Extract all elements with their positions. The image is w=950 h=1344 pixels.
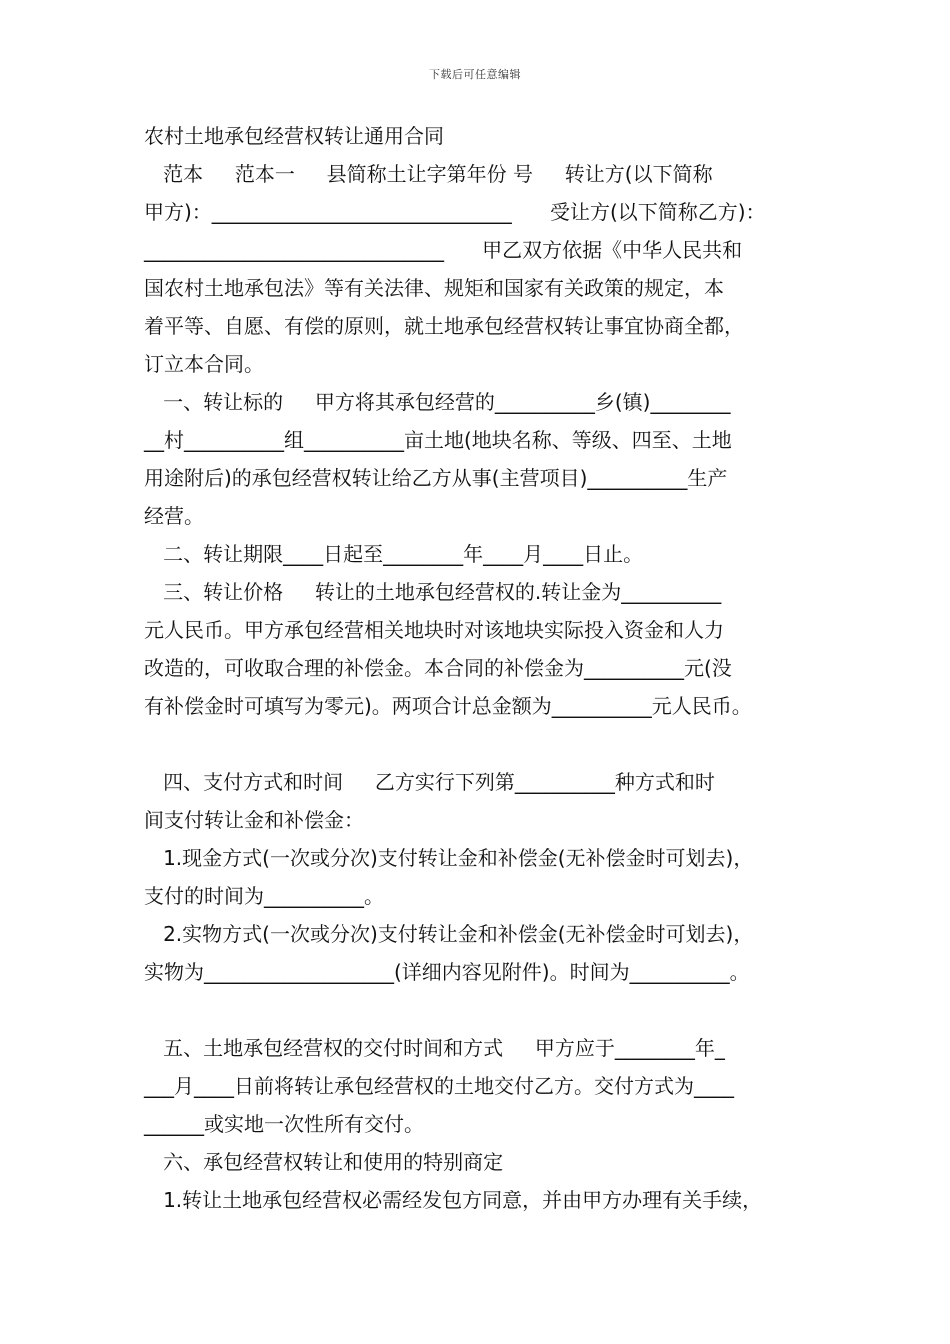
payment-option-cash: 1.现金方式(一次或分次)支付转让金和补偿金(无补偿金时可划去)， xyxy=(144,846,754,870)
text-line: 实物为___________________(详细内容见附件)。时间为__________。 xyxy=(144,960,750,984)
text-line: 范本 范本一 县简称土让字第年份 号 转让方(以下简称 xyxy=(144,162,713,186)
document-body xyxy=(144,117,824,1219)
text-line: __村__________组__________亩土地(地块名称、等级、四至、土地 xyxy=(144,428,732,452)
text-line: ______或实地一次性所有交付。 xyxy=(144,1112,424,1136)
text-line: 甲方)：______________________________ 受让方(以下简称乙方)： xyxy=(144,200,766,224)
section-special-agreement: 六、承包经营权转让和使用的特别商定 xyxy=(144,1150,504,1174)
text-line: 改造的，可收取合理的补偿金。本合同的补偿金为__________元(没 xyxy=(144,656,732,680)
document-title: 农村土地承包经营权转让通用合同 xyxy=(144,124,444,148)
text-line: 用途附后)的承包经营权转让给乙方从事(主营项目)__________生产 xyxy=(144,466,728,490)
section-transfer-term: 二、转让期限____日起至________年____月____日止。 xyxy=(144,542,644,566)
text-line: 元人民币。甲方承包经营相关地块时对该地块实际投入资金和人力 xyxy=(144,618,724,642)
text-line: ______________________________ 甲乙双方依据《中华人民共和 xyxy=(144,238,743,262)
page-header-watermark: 下载后可任意编辑 xyxy=(429,68,521,81)
text-line: 着平等、自愿、有偿的原则，就土地承包经营权转让事宜协商全都， xyxy=(144,314,744,338)
section-delivery: 五、土地承包经营权的交付时间和方式 甲方应于________年_ xyxy=(144,1036,725,1060)
section-transfer-subject: 一、转让标的 甲方将其承包经营的__________乡(镇)________ xyxy=(144,390,731,414)
text-line: 经营。 xyxy=(144,504,204,528)
text-line: ___月____日前将转让承包经营权的土地交付乙方。交付方式为____ xyxy=(144,1074,734,1098)
paragraph-gap xyxy=(144,725,824,763)
text-line: 1.转让土地承包经营权必需经发包方同意，并由甲方办理有关手续， xyxy=(144,1188,763,1212)
text-line: 间支付转让金和补偿金： xyxy=(144,808,364,832)
section-transfer-price: 三、转让价格 转让的土地承包经营权的.转让金为__________ xyxy=(144,580,722,604)
text-line: 订立本合同。 xyxy=(144,352,264,376)
text-line: 支付的时间为__________。 xyxy=(144,884,384,908)
section-payment: 四、支付方式和时间 乙方实行下列第__________种方式和时 xyxy=(144,770,715,794)
text-line: 有补偿金时可填写为零元)。两项合计总金额为__________元人民币。 xyxy=(144,694,752,718)
text-line: 国农村土地承包法》等有关法律、规矩和国家有关政策的规定，本 xyxy=(144,276,724,300)
paragraph-gap xyxy=(144,991,824,1029)
payment-option-in-kind: 2.实物方式(一次或分次)支付转让金和补偿金(无补偿金时可划去)， xyxy=(144,922,754,946)
